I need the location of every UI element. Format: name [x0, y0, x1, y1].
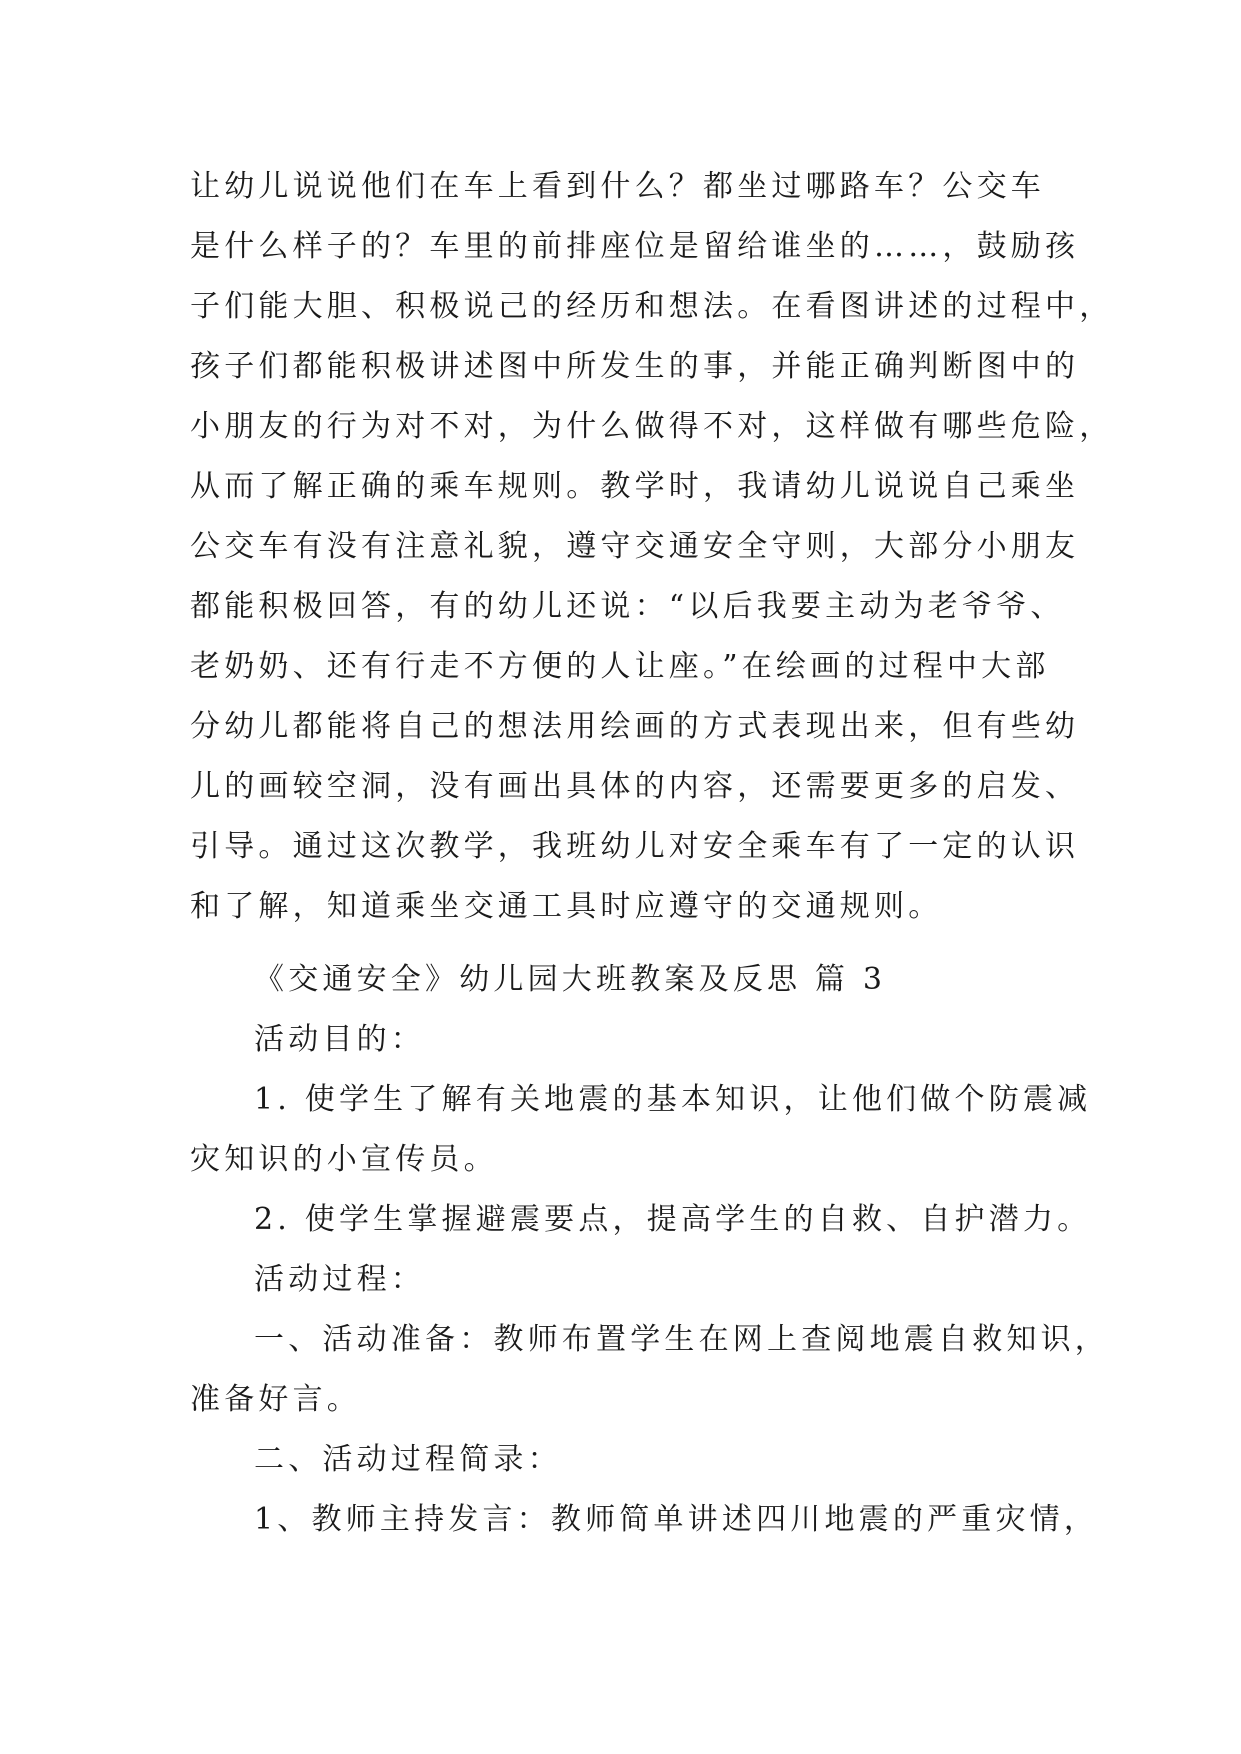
- reflection-paragraph: [190, 157, 1114, 937]
- process-step: 1、教师主持发言：教师简单讲述四川地震的严重灾情，: [254, 1502, 1099, 1537]
- paragraph-line: 子们能大胆、积极说己的经历和想法。在看图讲述的过程中，: [190, 289, 1114, 324]
- goals-heading: 活动目的：: [254, 1022, 425, 1057]
- process-heading: 活动过程：: [254, 1262, 425, 1297]
- paragraph-line: 让幼儿说说他们在车上看到什么？都坐过哪路车？公交车: [190, 169, 1045, 204]
- paragraph-line: 都能积极回答，有的幼儿还说：“以后我要主动为老爷爷、: [190, 589, 1065, 624]
- paragraph-line: 和了解，知道乘坐交通工具时应遵守的交通规则。: [190, 889, 943, 924]
- paragraph-line: 引导。通过这次教学，我班幼儿对安全乘车有了一定的认识: [190, 829, 1080, 864]
- lesson-plan-section: [190, 950, 1109, 1550]
- paragraph-line: 儿的画较空洞，没有画出具体的内容，还需要更多的启发、: [190, 769, 1080, 804]
- paragraph-line: 分幼儿都能将自己的想法用绘画的方式表现出来，但有些幼: [190, 709, 1080, 744]
- prep-step: 一、活动准备：教师布置学生在网上查阅地震自救知识，: [254, 1322, 1109, 1357]
- prep-step-continuation: 准备好言。: [190, 1382, 361, 1417]
- goal-item-continuation: 灾知识的小宣传员。: [190, 1142, 498, 1177]
- goal-item: 1. 使学生了解有关地震的基本知识，让他们做个防震减: [254, 1082, 1092, 1117]
- section-title: 《交通安全》幼儿园大班教案及反思 篇 3: [254, 962, 887, 997]
- paragraph-line: 是什么样子的？车里的前排座位是留给谁坐的……，鼓励孩: [190, 229, 1080, 264]
- paragraph-line: 孩子们都能积极讲述图中所发生的事，并能正确判断图中的: [190, 349, 1080, 384]
- paragraph-line: 公交车有没有注意礼貌，遵守交通安全守则，大部分小朋友: [190, 529, 1080, 564]
- goal-item: 2. 使学生掌握避震要点，提高学生的自救、自护潜力。: [254, 1202, 1092, 1237]
- paragraph-line: 小朋友的行为对不对，为什么做得不对，这样做有哪些危险，: [190, 409, 1114, 444]
- paragraph-line: 从而了解正确的乘车规则。教学时，我请幼儿说说自己乘坐: [190, 469, 1080, 504]
- paragraph-line: 老奶奶、还有行走不方便的人让座。”在绘画的过程中大部: [190, 649, 1050, 684]
- record-heading: 二、活动过程简录：: [254, 1442, 562, 1477]
